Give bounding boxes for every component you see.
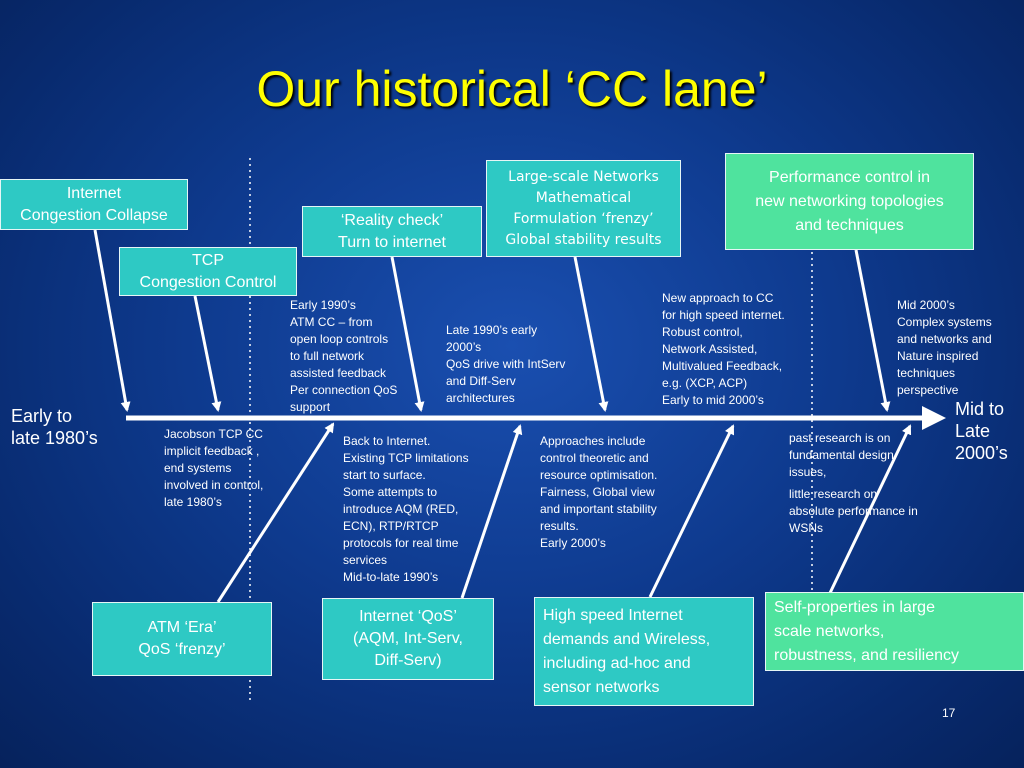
- slide-number: 17: [942, 706, 956, 720]
- box-label: ATM ‘Era’ QoS ‘frenzy’: [138, 619, 226, 658]
- arrow-large-scale: [575, 257, 605, 410]
- box-label: ‘Reality check’ Turn to internet: [338, 211, 446, 251]
- note-back-to-internet: Back to Internet. Existing TCP limitations start to surface. Some attempts to introduce AQM (RED, ECN), RTP/RTCP protocols for real time services Mid-to-late 1990’s: [343, 434, 469, 584]
- arrow-high-speed: [650, 426, 733, 597]
- note-jacobson: Jacobson TCP CC implicit feedback , end systems involved in control, late 1980’s: [164, 427, 264, 509]
- box-label: Large-scale Networks Mathematical Formulation ‘frenzy’ Global stability results: [505, 168, 662, 248]
- timeline-arrow-head: [922, 406, 946, 430]
- box-label: Performance control in new networking topologies and techniques: [755, 168, 944, 234]
- note-late-1990s: Late 1990’s early 2000’s QoS drive with IntServ and Diff-Serv architectures: [446, 323, 566, 405]
- box-label: TCP Congestion Control: [139, 251, 277, 291]
- box-internet-qos: [322, 598, 494, 680]
- arrow-performance-control: [856, 250, 887, 410]
- timeline-end-label: Mid to Late 2000’s: [955, 399, 1008, 463]
- box-label: Self-properties in large scale networks, robustness, and resiliency: [774, 598, 959, 664]
- note-new-approach: New approach to CC for high speed internet. Robust control, Network Assisted, Multivalued Feedback, e.g. (XCP, ACP) Early to mid 2000’s: [662, 291, 785, 407]
- box-label: Internet Congestion Collapse: [20, 184, 168, 224]
- note-little-research: little research on absolute performance in WSNs: [789, 487, 918, 535]
- box-self-properties: [765, 592, 1024, 671]
- note-past-research: past research is on fundamental design issues,: [789, 431, 894, 479]
- arrow-internet-qos: [462, 426, 520, 598]
- timeline-start-label: Early to late 1980’s: [11, 406, 98, 448]
- box-reality-check: [302, 206, 482, 257]
- box-large-scale-networks: [486, 160, 681, 257]
- box-label: Internet ‘QoS’ (AQM, Int-Serv, Diff-Serv): [353, 608, 463, 669]
- box-label: High speed Internet demands and Wireless, including ad-hoc and sensor networks: [543, 606, 711, 696]
- slide-title: Our historical ‘CC lane’: [256, 61, 768, 117]
- note-approaches: Approaches include control theoretic and resource optimisation. Fairness, Global view and important stability results. Early 2000’s: [540, 434, 658, 550]
- box-tcp-congestion-control: [119, 247, 297, 296]
- note-mid-2000s: Mid 2000’s Complex systems and networks and Nature inspired techniques perspective: [897, 298, 992, 397]
- box-high-speed-internet: [534, 597, 754, 706]
- box-atm-era: [92, 602, 272, 676]
- box-internet-congestion-collapse: [0, 179, 188, 230]
- box-performance-control: [725, 153, 974, 250]
- note-early-1990s: Early 1990’s ATM CC – from open loop controls to full network assisted feedback Per connection QoS support: [290, 298, 398, 414]
- arrow-tcp-cc: [195, 296, 218, 410]
